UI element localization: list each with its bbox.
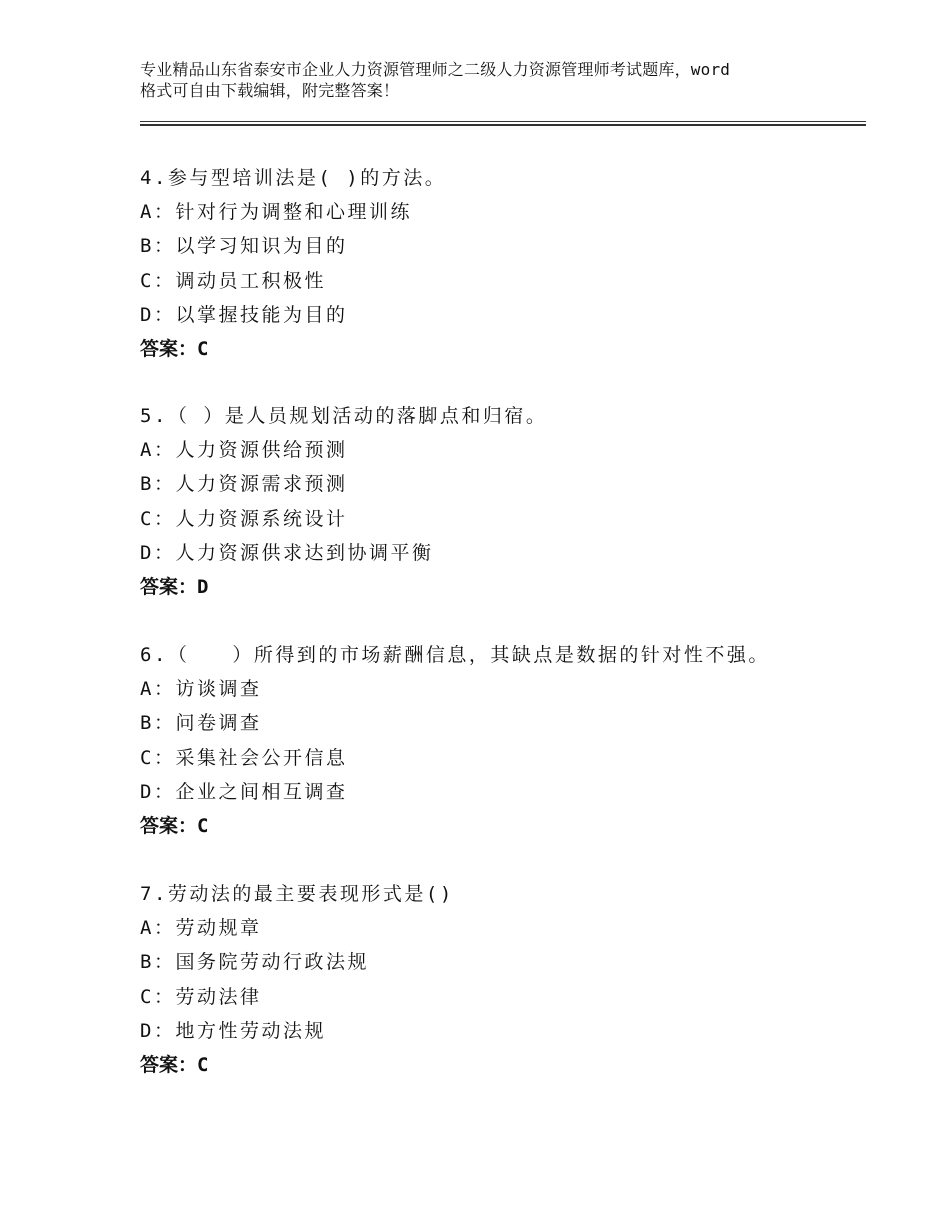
option-a: A：针对行为调整和心理训练: [140, 201, 412, 224]
answer: [140, 570, 860, 604]
question-7: [140, 877, 860, 1082]
option-b: B：以学习知识为目的: [140, 235, 348, 258]
option-a: A：人力资源供给预测: [140, 439, 348, 462]
answer-label: 答案：: [140, 814, 198, 837]
option-a: A：劳动规章: [140, 917, 262, 940]
header-divider-thick: [140, 124, 866, 126]
question-stem: 5.（ ）是人员规划活动的落脚点和归宿。: [140, 405, 548, 427]
document-header: [140, 59, 840, 101]
option-d: D：以掌握技能为目的: [140, 303, 348, 326]
option-b: B：人力资源需求预测: [140, 473, 348, 496]
answer-value: C: [197, 814, 209, 837]
question-stem: 6.（ ）所得到的市场薪酬信息，其缺点是数据的针对性不强。: [140, 644, 770, 666]
question-6: [140, 638, 860, 843]
answer-label: 答案：: [140, 1053, 198, 1076]
question-stem: 4.参与型培训法是( )的方法。: [140, 167, 447, 189]
question-4: [140, 161, 860, 366]
answer: [140, 332, 860, 366]
answer-label: 答案：: [140, 575, 198, 598]
header-line-1: 专业精品山东省泰安市企业人力资源管理师之二级人力资源管理师考试题库，word: [140, 60, 731, 79]
answer: [140, 1048, 860, 1082]
option-c: C：采集社会公开信息: [140, 746, 348, 769]
option-b: B：国务院劳动行政法规: [140, 951, 369, 974]
option-d: D：企业之间相互调查: [140, 780, 348, 803]
answer: [140, 809, 860, 843]
question-5: [140, 399, 860, 604]
header-line-2: 格式可自由下载编辑，附完整答案！: [140, 81, 400, 100]
answer-value: D: [197, 575, 209, 598]
option-c: C：人力资源系统设计: [140, 507, 348, 530]
option-d: D：地方性劳动法规: [140, 1019, 326, 1042]
option-a: A：访谈调查: [140, 678, 262, 701]
answer-value: C: [197, 337, 209, 360]
question-stem: 7.劳动法的最主要表现形式是(): [140, 883, 454, 905]
answer-label: 答案：: [140, 337, 198, 360]
answer-value: C: [197, 1053, 209, 1076]
option-b: B：问卷调查: [140, 712, 262, 735]
option-c: C：调动员工积极性: [140, 269, 326, 292]
header-divider-thin: [140, 121, 866, 122]
option-c: C：劳动法律: [140, 985, 262, 1008]
option-d: D：人力资源供求达到协调平衡: [140, 541, 434, 564]
